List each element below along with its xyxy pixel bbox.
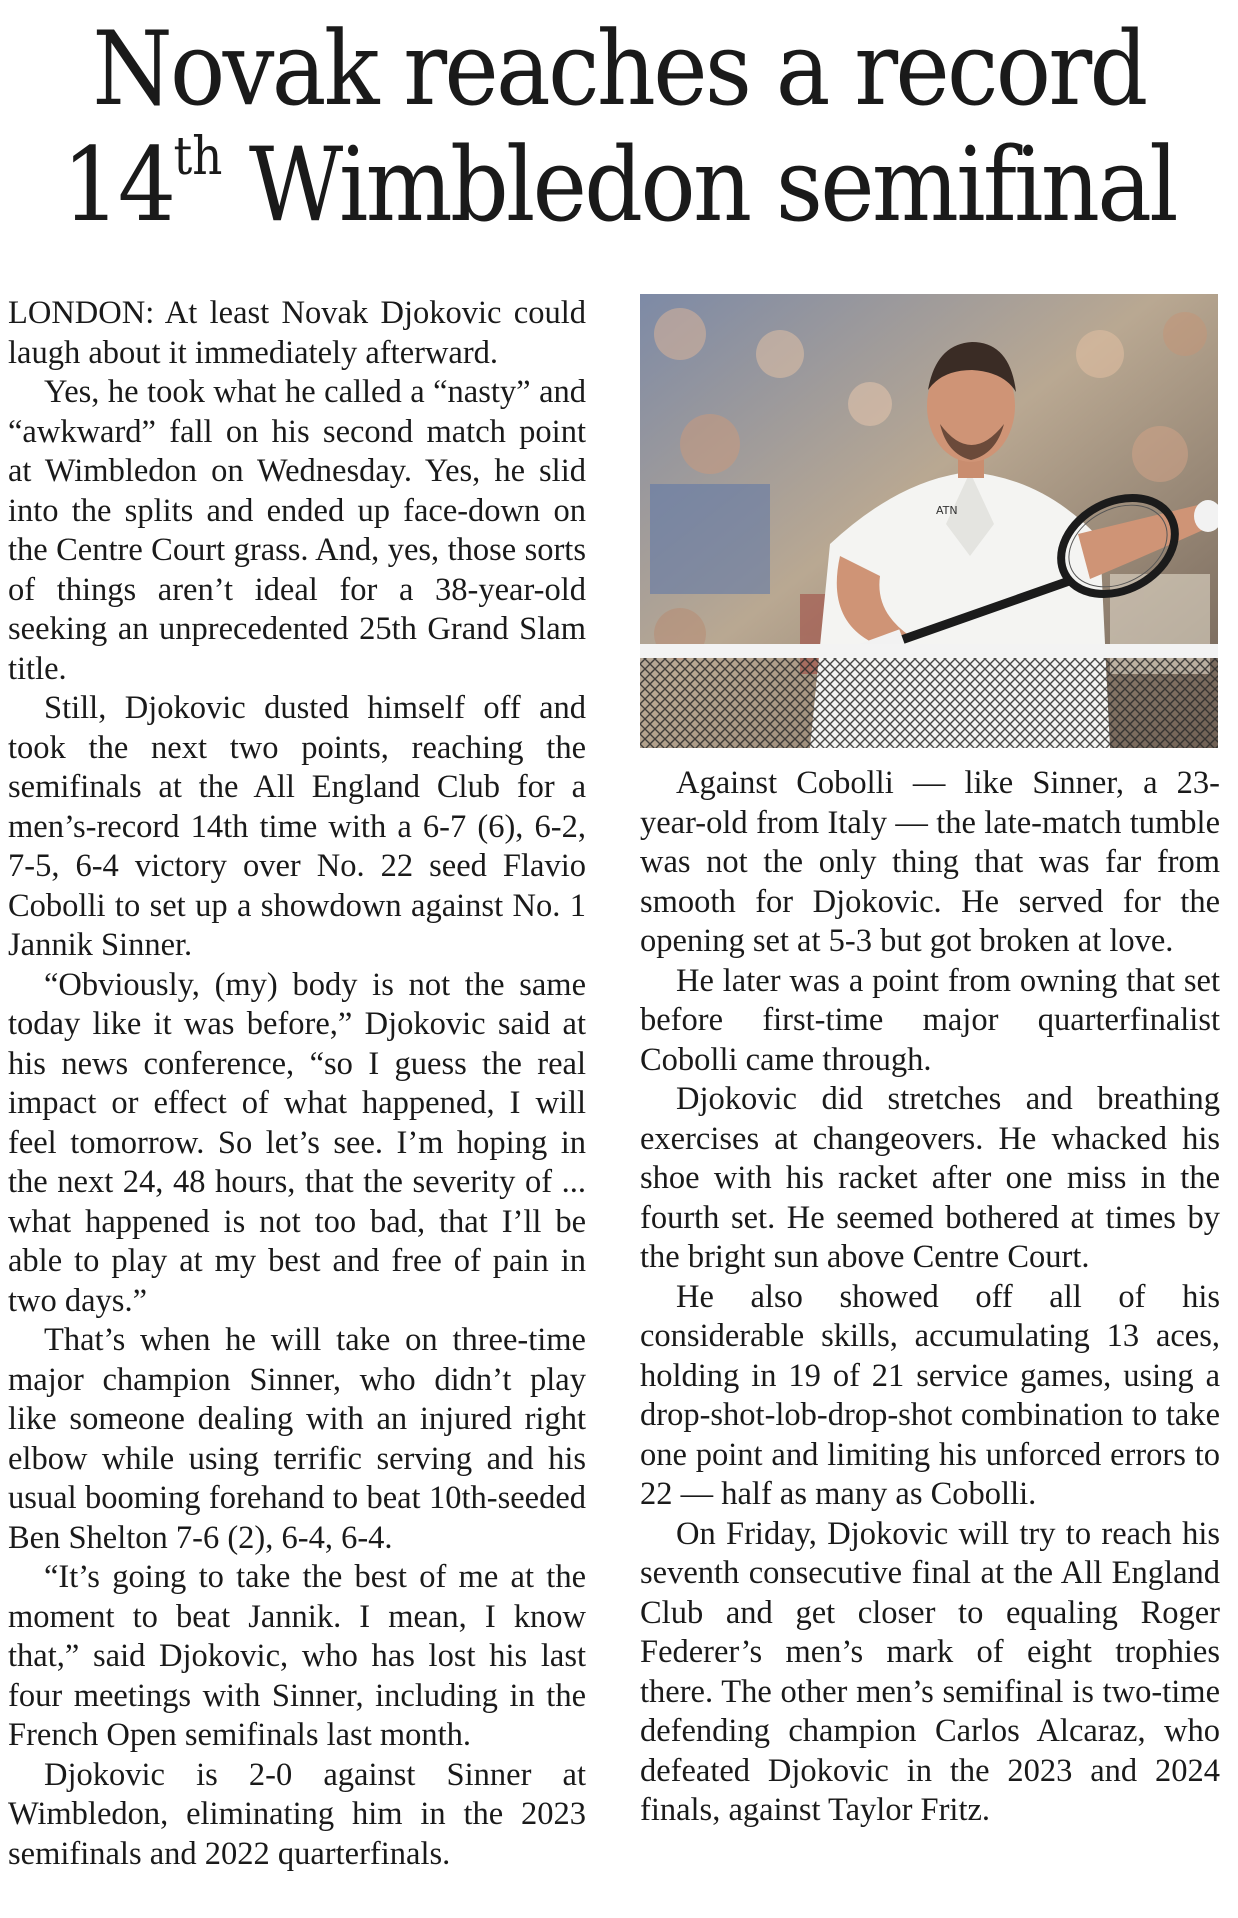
paragraph: He also showed off all of his considerable skills, accumulating 13 aces, holding in 19 of 21 service games, using a drop-shot-lob-drop-shot combination to take one point and limiting his unforced errors to 22 — half as many as Cobolli. — [640, 1278, 1220, 1512]
tennis-player-photo — [640, 294, 1218, 748]
paragraph: Against Cobolli — like Sinner, a 23-year-old from Italy — the late-match tumble was not the only thing that was far from smooth for Djokovic. He served for the opening set at 5-3 but got broken at love. — [640, 765, 1220, 959]
photo-illustration — [640, 294, 1218, 748]
shirt-text: ATN — [936, 504, 958, 517]
paragraph: Yes, he took what he called a “nasty” and “awkward” fall on his second match point at Wimbledon on Wednesday. Yes, he slid into the splits and ended up face-down on the Centre Court grass. And, yes, those sorts of things aren’t ideal for a 38-year-old seeking an unprecedented 25th Grand Slam title. — [8, 374, 586, 687]
headline-ordinal-suffix: th — [173, 127, 223, 187]
paragraph: Djokovic did stretches and breathing exercises at changeovers. He whacked his shoe with his racket after one miss in the fourth set. He seemed bothered at times by the bright sun above Centre Court. — [640, 1081, 1220, 1275]
paragraph: “It’s going to take the best of me at the moment to beat Jannik. I mean, I know that,” said Djokovic, who has lost his last four meetings with Sinner, including in the French Open semifinals last month. — [8, 1559, 586, 1753]
article-left-column — [8, 294, 586, 1874]
headline-line-2-rest: Wimbledon semifinal — [222, 126, 1176, 245]
headline — [62, 12, 1176, 261]
paragraph: Still, Djokovic dusted himself off and took the next two points, reaching the semifinals at the All England Club for a men’s-record 14th time with a 6-7 (6), 6-2, 7-5, 6-4 victory over No. 22 seed Flavio Cobolli to set up a showdown against No. 1 Jannik Sinner. — [8, 690, 586, 963]
headline-line-1: Novak reaches a record — [92, 10, 1146, 129]
paragraph: He later was a point from owning that set before first-time major quarterfinalist Cobolli came through. — [640, 962, 1220, 1078]
paragraph: “Obviously, (my) body is not the same today like it was before,” Djokovic said at his news conference, “so I guess the real impact or effect of what happened, I will feel tomorrow. So let’s see. I’m hoping in the next 24, 48 hours, that the severity of ... what happened is not too bad, that I’ll be able to play at my best and free of pain in two days.” — [8, 966, 586, 1319]
paragraph: LONDON: At least Novak Djokovic could laugh about it immediately afterward. — [8, 295, 586, 371]
paragraph: Djokovic is 2-0 against Sinner at Wimbledon, eliminating him in the 2023 semifinals and 2022 quarterfinals. — [8, 1756, 586, 1872]
paragraph: That’s when he will take on three-time major champion Sinner, who didn’t play like someone dealing with an injured right elbow while using terrific serving and his usual booming forehand to beat 10th-seeded Ben Shelton 7-6 (2), 6-4, 6-4. — [8, 1322, 586, 1556]
paragraph: On Friday, Djokovic will try to reach his seventh consecutive final at the All England Club and get closer to equaling Roger Federer’s men’s mark of eight trophies there. The other men’s semifinal is two-time defending champion Carlos Alcaraz, who defeated Djokovic in the 2023 and 2024 finals, against Taylor Fritz. — [640, 1515, 1220, 1828]
headline-line-2-number: 14 — [62, 126, 174, 245]
article-right-column — [640, 764, 1220, 1831]
